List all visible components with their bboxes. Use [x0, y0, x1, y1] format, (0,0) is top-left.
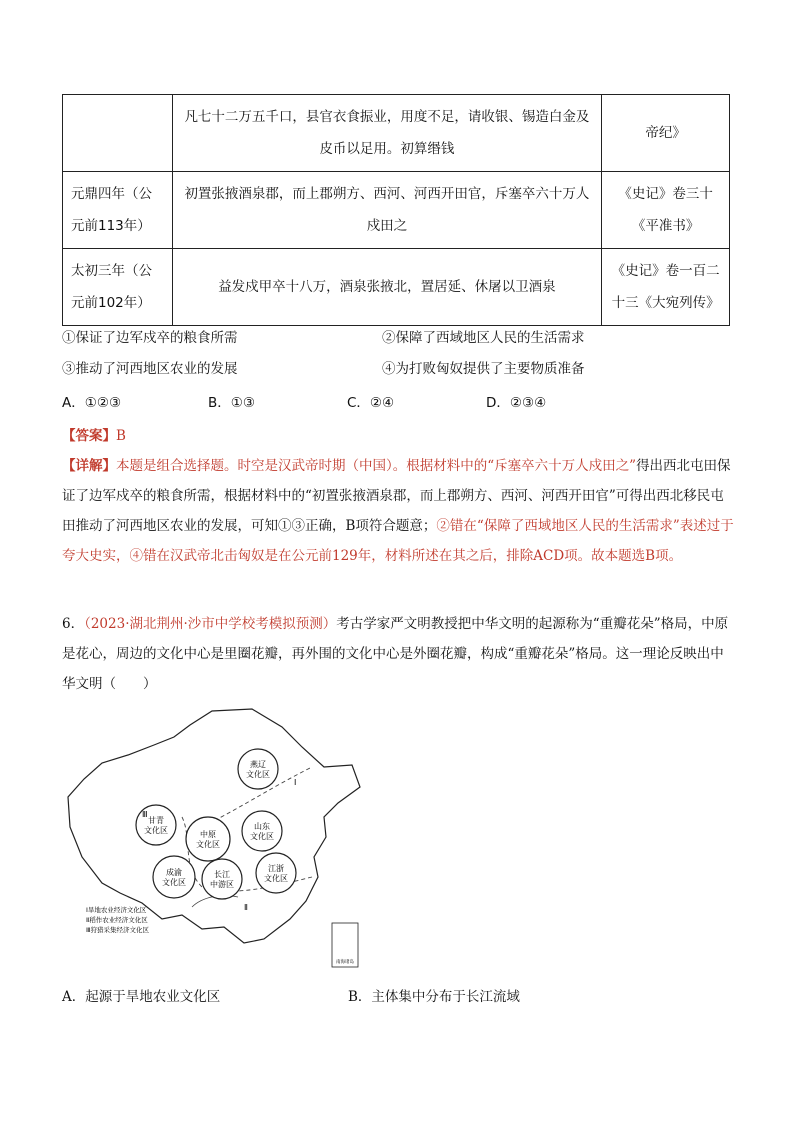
culture-region-circle [202, 859, 242, 899]
q6-number: 6． [62, 616, 85, 632]
culture-region-circle [186, 817, 230, 861]
q6-source: （2023·湖北荆州·沙市中学校考模拟预测） [84, 616, 337, 632]
culture-region-label: 文化区 [250, 832, 274, 841]
legend-1: Ⅰ旱地农业经济文化区 [86, 906, 147, 914]
culture-region-label: 文化区 [196, 840, 220, 849]
culture-region-circle [238, 749, 278, 789]
legend-2: Ⅱ稻作农业经济文化区 [86, 916, 148, 924]
culture-region-label: 长江 [214, 870, 230, 879]
zone-mark-3: Ⅲ [142, 810, 148, 819]
table-row [63, 172, 730, 249]
detail-part-1: 本题是组合选择题。时空是汉武帝时期（中国）。根据材料中的 [116, 458, 488, 474]
table-row [63, 95, 730, 172]
culture-region-label: 文化区 [246, 770, 270, 779]
table-cell-source: 《史记》卷一百二十三《大宛列传》 [602, 249, 730, 326]
table-cell-content: 益发戍甲卒十八万，酒泉张掖北，置居延、休屠以卫酒泉 [172, 249, 602, 326]
detail-part-3: 得出西北屯田保证了边军戍卒的粮食所需，根据材料中的“初置张掖酒泉郡，而上郡朔方、西河、河西开田官”可得出西北移民屯田推动了河西地区农业的发展，可知①③正确，B项符合题意； [62, 458, 731, 534]
option-c: C．②④ [347, 395, 395, 411]
culture-region-label: 山东 [254, 822, 270, 831]
culture-region-label: 文化区 [264, 874, 288, 883]
option-a: A．①②③ [62, 395, 122, 411]
culture-region-label: 江浙 [268, 864, 284, 873]
zone-mark-1: Ⅰ [294, 778, 297, 787]
statement-4: ④为打败匈奴提供了主要物质准备 [382, 361, 585, 377]
culture-region-label: 文化区 [144, 826, 168, 835]
table-cell-time [63, 95, 173, 172]
answer-label: 【答案】 [62, 428, 116, 444]
culture-region-label: 中游区 [210, 880, 234, 889]
culture-region-circle [256, 853, 296, 893]
detail-label: 【详解】 [62, 458, 116, 474]
detail-part-2: “斥塞卒六十万人戍田之” [487, 458, 637, 474]
table-cell-time: 太初三年（公元前102年） [63, 249, 173, 326]
culture-region-label: 成渝 [166, 868, 182, 877]
table-cell-source: 帝纪》 [602, 95, 730, 172]
answer-line [62, 424, 126, 444]
table-cell-content: 凡七十二万五千口，县官衣食振业，用度不足，请收银、锡造白金及皮币以足用。初算缗钱 [172, 95, 602, 172]
table-cell-time: 元鼎四年（公元前113年） [63, 172, 173, 249]
table-row [63, 249, 730, 326]
table-cell-source: 《史记》卷三十《平准书》 [602, 172, 730, 249]
culture-region-circle [153, 856, 195, 898]
culture-region-label: 中原 [200, 830, 216, 839]
statement-2: ②保障了西域地区人民的生活需求 [382, 330, 585, 346]
answer-value: B [116, 428, 126, 444]
q6-stem-text: 考古学家严文明教授把中华文明的起源称为“重瓣花朵”格局，中原是花心，周边的文化中心是里圈花瓣，再外围的文化中心是外圈花瓣，构成“重瓣花朵”格局。这一理论反映出中华文明（ ） [62, 616, 729, 692]
detail-paragraph [62, 451, 734, 571]
culture-region-label: 文化区 [162, 878, 186, 887]
option-b: B．①③ [208, 395, 255, 411]
statement-1: ①保证了边军戍卒的粮食所需 [62, 330, 238, 346]
option-d: D．②③④ [486, 395, 547, 411]
culture-region-label: 甘青 [148, 816, 164, 825]
table-cell-content: 初置张掖酒泉郡，而上郡朔方、西河、河西开田官，斥塞卒六十万人戍田之 [172, 172, 602, 249]
q6-option-b: B．主体集中分布于长江流域 [348, 989, 520, 1005]
china-culture-map [62, 707, 362, 975]
culture-region-circle [242, 811, 282, 851]
culture-region-label: 燕辽 [250, 760, 266, 769]
detail-part-4: ②错在“保障了西域地区人民的生活需求”表述过于夸大史实，④错在汉武帝北击匈奴是在公元前129年，材料所述在其之后，排除ACD项。故本题选B项。 [62, 518, 734, 564]
inset-label: 南海诸岛 [336, 960, 354, 965]
q6-stem [62, 609, 734, 699]
legend-3: Ⅲ狩猎采集经济文化区 [86, 926, 149, 934]
statement-3: ③推动了河西地区农业的发展 [62, 361, 238, 377]
q6-option-a: A．起源于旱地农业文化区 [62, 989, 221, 1005]
source-table [62, 94, 730, 326]
zone-mark-2: Ⅱ [244, 903, 248, 912]
